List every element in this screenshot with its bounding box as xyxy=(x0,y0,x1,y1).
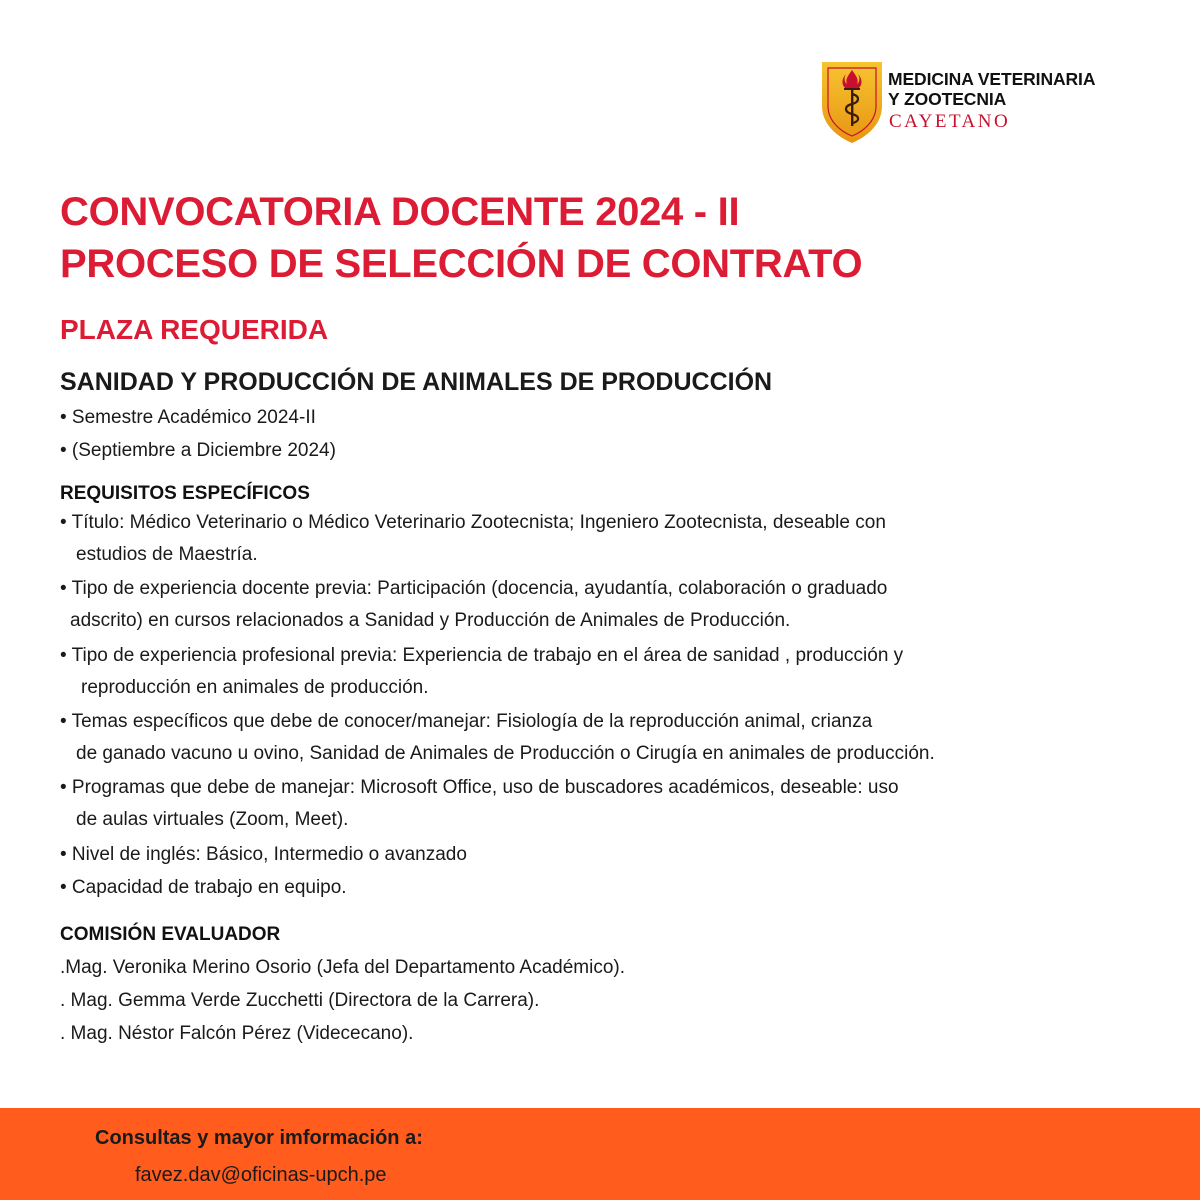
requirement-line: reproducción en animales de producción. xyxy=(81,677,429,698)
position-title: SANIDAD Y PRODUCCIÓN DE ANIMALES DE PRODUCCIÓN xyxy=(60,368,773,396)
shield-emblem-icon xyxy=(820,60,884,144)
requirement-line: • Programas que debe de manejar: Microsoft Office, uso de buscadores académicos, deseable: uso xyxy=(60,777,899,798)
requirement-line: • Tipo de experiencia profesional previa: Experiencia de trabajo en el área de sanidad , producción y xyxy=(60,645,904,666)
requirement-line: • Capacidad de trabajo en equipo. xyxy=(60,877,347,898)
logo-line-2: Y ZOOTECNIA xyxy=(888,89,1007,109)
plaza-heading: PLAZA REQUERIDA xyxy=(60,314,329,345)
period-line: • (Septiembre a Diciembre 2024) xyxy=(60,440,336,461)
requirement-line: de ganado vacuno u ovino, Sanidad de Animales de Producción o Cirugía en animales de producción. xyxy=(76,743,935,764)
requirement-line: • Título: Médico Veterinario o Médico Veterinario Zootecnista; Ingeniero Zootecnista, deseable con xyxy=(60,512,886,533)
requirement-line: • Temas específicos que debe de conocer/manejar: Fisiología de la reproducción animal, crianza xyxy=(60,711,873,732)
requirement-line: adscrito) en cursos relacionados a Sanidad y Producción de Animales de Producción. xyxy=(70,610,791,631)
page-title xyxy=(60,186,862,290)
committee-heading: COMISIÓN EVALUADOR xyxy=(60,924,281,945)
requirement-line: • Tipo de experiencia docente previa: Participación (docencia, ayudantía, colaboración o graduado xyxy=(60,578,888,599)
requirements-heading: REQUISITOS ESPECÍFICOS xyxy=(60,483,310,504)
requirement-line: estudios de Maestría. xyxy=(76,544,258,565)
committee-member: .Mag. Veronika Merino Osorio (Jefa del Departamento Académico). xyxy=(60,957,625,978)
title-line-2: PROCESO DE SELECCIÓN DE CONTRATO xyxy=(60,242,863,286)
logo xyxy=(820,60,1150,144)
committee-member: . Mag. Néstor Falcón Pérez (Vidececano). xyxy=(60,1023,414,1044)
semester-line: • Semestre Académico 2024-II xyxy=(60,407,316,428)
contact-email[interactable]: favez.dav@oficinas-upch.pe xyxy=(135,1164,387,1186)
footer-bar xyxy=(0,1108,1200,1200)
title-line-1: CONVOCATORIA DOCENTE 2024 - II xyxy=(60,190,740,234)
committee-member: . Mag. Gemma Verde Zucchetti (Directora de la Carrera). xyxy=(60,990,540,1011)
logo-line-1: MEDICINA VETERINARIA xyxy=(888,69,1096,89)
requirement-line: de aulas virtuales (Zoom, Meet). xyxy=(76,809,349,830)
requirement-line: • Nivel de inglés: Básico, Intermedio o avanzado xyxy=(60,844,467,865)
logo-line-3: CAYETANO xyxy=(889,111,1011,132)
footer-label: Consultas y mayor imformación a: xyxy=(95,1127,423,1149)
